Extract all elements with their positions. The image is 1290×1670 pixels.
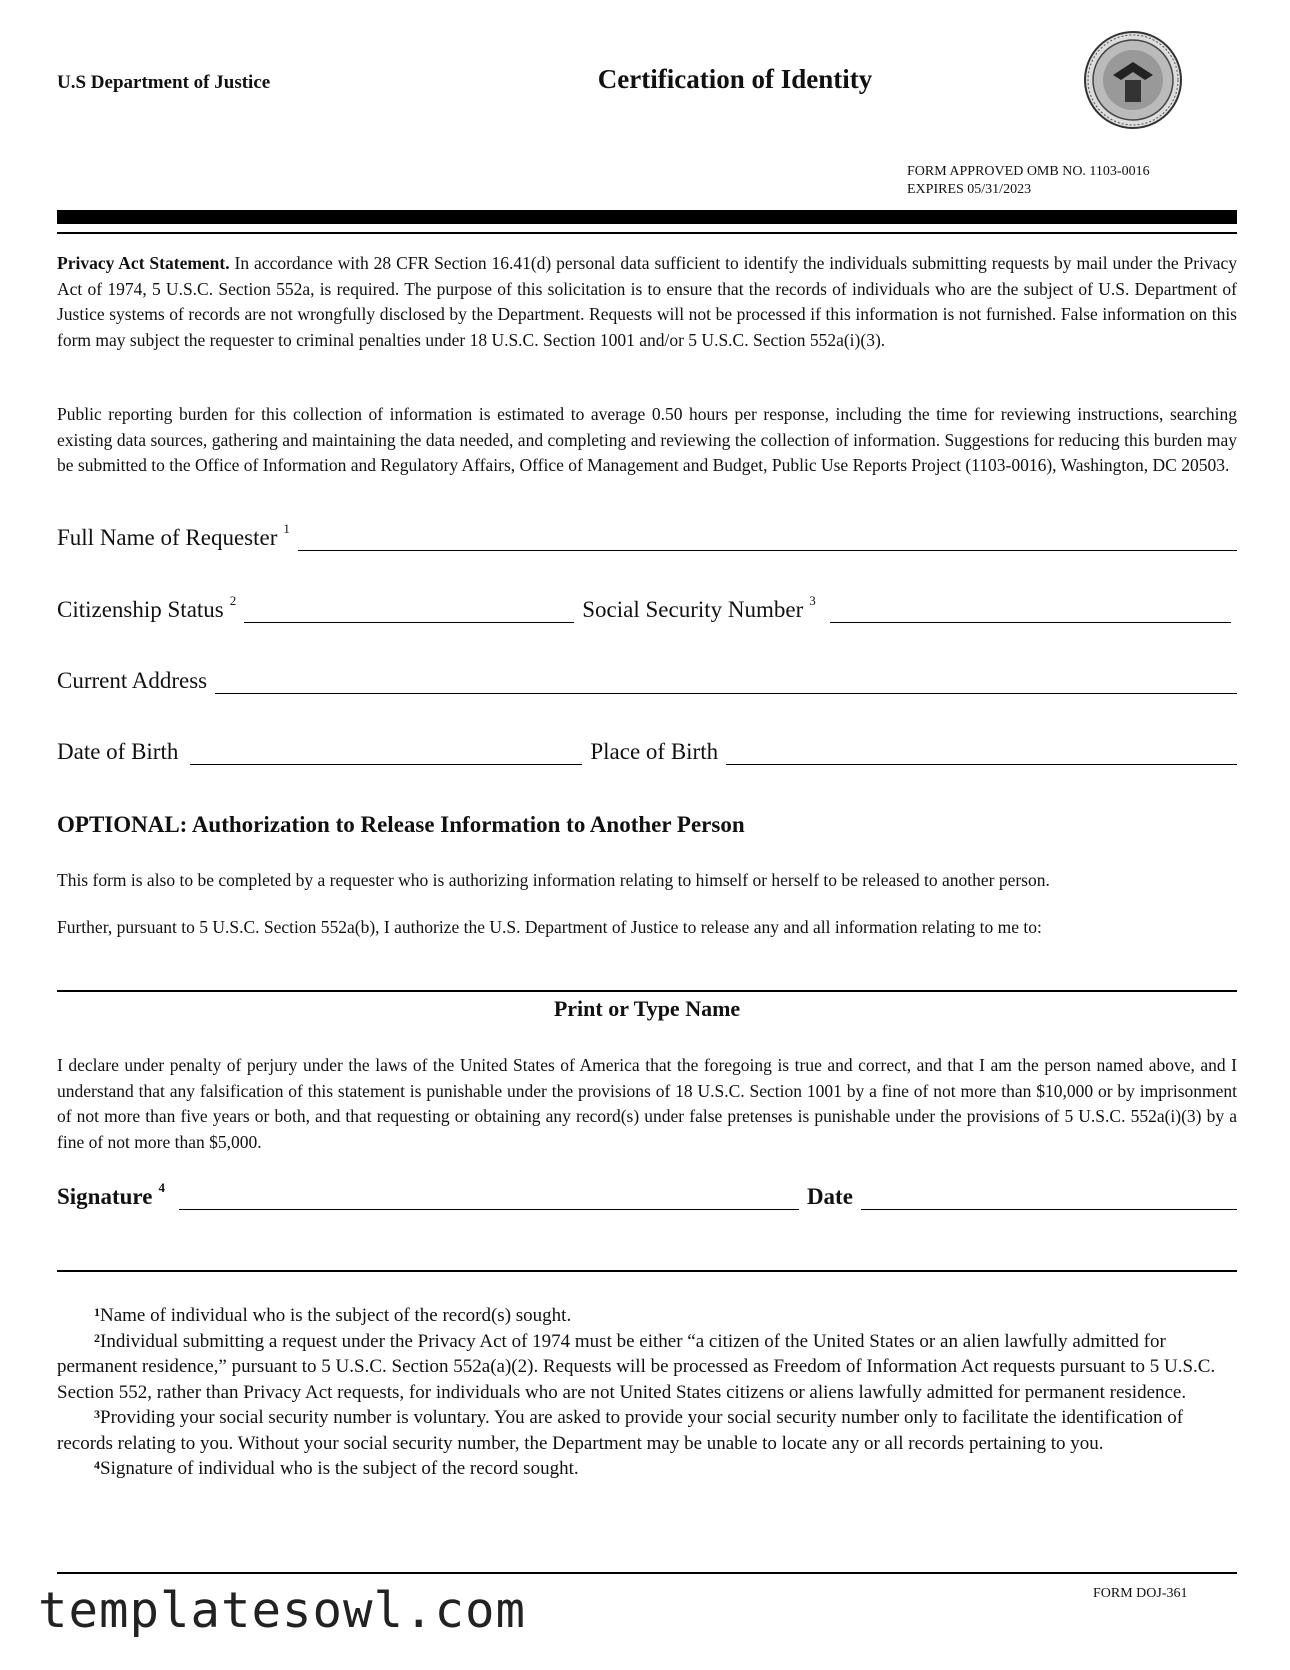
bottom-rule bbox=[57, 1572, 1237, 1574]
signature-label: Signature bbox=[57, 1184, 153, 1209]
dob-field[interactable] bbox=[190, 738, 582, 765]
privacy-lead: Privacy Act Statement. bbox=[57, 253, 230, 273]
burden-statement: Public reporting burden for this collection of information is estimated to average 0.50 hours per response, including the time for reviewing instructions, searching existing data sources, gathering and maintaining the data needed, and completing and reviewing the collection of information. Suggestions for reducing this burden may be submitted to the Office of Information and Regulatory Affairs, Office of Management and Budget, Public Use Reports Project (1103-0016), Washington, DC 20503. bbox=[57, 404, 1237, 475]
signature-field[interactable] bbox=[179, 1183, 799, 1210]
footnotes bbox=[57, 1303, 1237, 1482]
full-name-field[interactable] bbox=[298, 524, 1237, 551]
footnote-4: $^4$Signature of individual who is the subject of the record sought. bbox=[94, 1458, 579, 1479]
dob-label: Date of Birth bbox=[57, 739, 179, 764]
pob-field[interactable] bbox=[726, 738, 1237, 765]
print-name-label: Print or Type Name bbox=[553, 996, 741, 1021]
footnote-ref-3: 3 bbox=[809, 593, 816, 608]
footnote-1: $^1$Name of individual who is the subject of the record(s) sought. bbox=[94, 1305, 572, 1326]
date-field[interactable] bbox=[861, 1183, 1237, 1210]
optional-line-2: Further, pursuant to 5 U.S.C. Section 552a(b), I authorize the U.S. Department of Justice to release any and all information relating to me to: bbox=[57, 917, 1042, 937]
address-row bbox=[57, 667, 1237, 694]
ssn-label: Social Security Number bbox=[582, 597, 804, 622]
privacy-act-statement bbox=[57, 251, 1237, 353]
agency-name: U.S Department of Justice bbox=[57, 72, 271, 93]
footnote-2: $^2$Individual submitting a request under the Privacy Act of 1974 must be either “a citizen of the United States or an alien lawfully admitted for permanent residence,” pursuant to 5 U.S.C. Section 552a(a)(2). Requests will be processed as Freedom of Information Act requests pursuant to 5 U.S.C. Section 552, rather than Privacy Act requests, for individuals who are not United States citizens or aliens lawfully admitted for permanent residence. bbox=[57, 1330, 1216, 1403]
address-label: Current Address bbox=[57, 668, 208, 693]
citizenship-label: Citizenship Status bbox=[57, 597, 224, 622]
optional-line-1: This form is also to be completed by a requester who is authorizing information relating to himself or herself to be released to another person. bbox=[57, 870, 1050, 890]
citizenship-ssn-row bbox=[57, 593, 1237, 623]
full-name-label: Full Name of Requester bbox=[57, 525, 278, 550]
perjury-declaration: I declare under penalty of perjury under the laws of the United States of America that the foregoing is true and correct, and that I am the person named above, and I understand that any falsification of this statement is punishable under the provisions of 18 U.S.C. Section 1001 by a fine of not more than $10,000 or by imprisonment of not more than five years or both, and that requesting or obtaining any record(s) under false pretenses is punishable under the provisions of 5 U.S.C. 552a(i)(3) by a fine of not more than $5,000. bbox=[57, 1055, 1237, 1152]
footnote-ref-4: 4 bbox=[158, 1180, 165, 1195]
header-thick-rule bbox=[57, 210, 1237, 224]
header-thin-rule bbox=[57, 232, 1237, 234]
address-field[interactable] bbox=[215, 667, 1237, 694]
optional-heading: OPTIONAL: Authorization to Release Information to Another Person bbox=[57, 812, 745, 837]
signature-row bbox=[57, 1180, 1237, 1210]
pob-label: Place of Birth bbox=[590, 739, 719, 764]
footnote-divider bbox=[57, 1270, 1237, 1272]
footnote-ref-2: 2 bbox=[229, 593, 237, 608]
citizenship-field[interactable] bbox=[244, 596, 574, 623]
privacy-body: In accordance with 28 CFR Section 16.41(d) personal data sufficient to identify the individuals submitting requests by mail under the Privacy Act of 1974, 5 U.S.C. Section 552a, is required. The purpose of this solicitation is to ensure that the records of individuals who are the subject of U.S. Department of Justice systems of records are not wrongfully disclosed by the Department. Requests will not be processed if this information is not furnished. False information on this form may subject the requester to criminal penalties under 18 U.S.C. Section 1001 and/or 5 U.S.C. Section 552a(i)(3). bbox=[57, 253, 1237, 350]
form-number: FORM DOJ-361 bbox=[1093, 1586, 1188, 1601]
print-name-field[interactable] bbox=[57, 990, 1237, 992]
date-label: Date bbox=[806, 1184, 853, 1209]
ssn-field[interactable] bbox=[830, 596, 1231, 623]
form-title: Certification of Identity bbox=[597, 64, 873, 94]
footnote-3: $^3$Providing your social security number is voluntary. You are asked to provide your social security number only to facilitate the identification of records relating to you. Without your social security number, the Department may be unable to locate any or all records pertaining to you. bbox=[57, 1407, 1184, 1454]
omb-approval bbox=[907, 163, 1150, 199]
footnote-ref-1: 1 bbox=[283, 521, 290, 536]
omb-number: FORM APPROVED OMB NO. 1103-0016 bbox=[907, 164, 1150, 179]
doj-seal-icon bbox=[1083, 30, 1183, 130]
full-name-row bbox=[57, 521, 1237, 551]
watermark-text: templatesowl.com bbox=[38, 1582, 527, 1639]
omb-expiration: EXPIRES 05/31/2023 bbox=[907, 182, 1032, 197]
birth-row bbox=[57, 738, 1237, 765]
